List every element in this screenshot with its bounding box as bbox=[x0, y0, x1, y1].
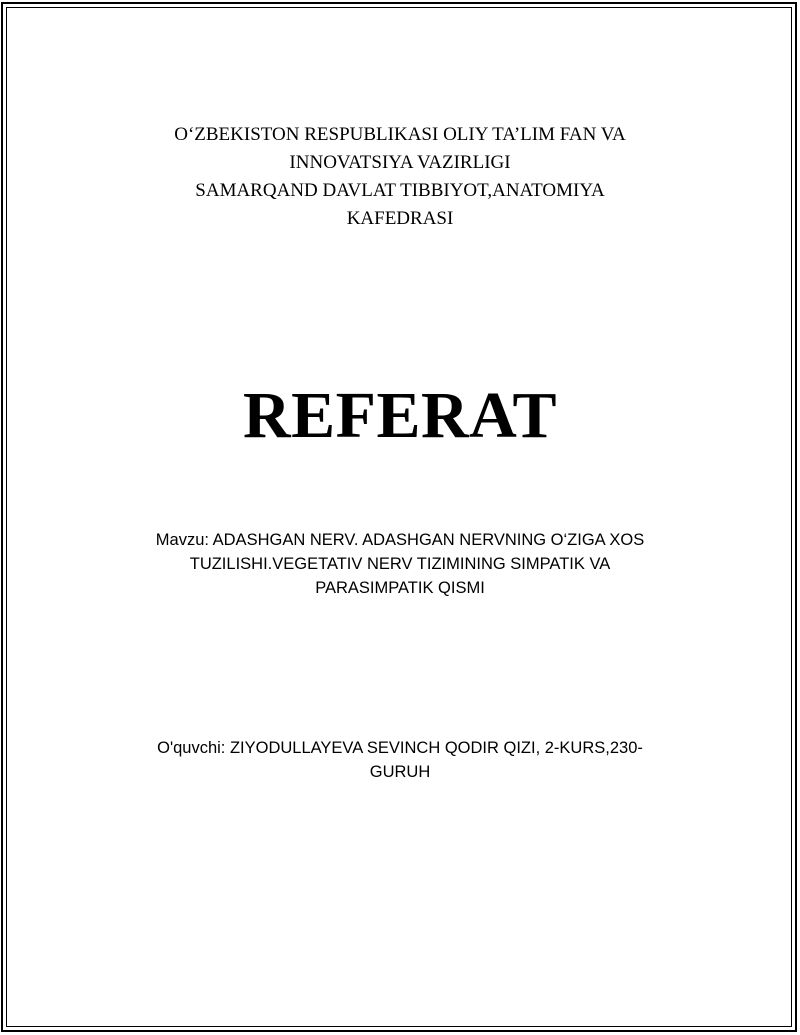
document-title: REFERAT bbox=[243, 379, 557, 452]
student-line: GURUH bbox=[369, 763, 431, 781]
student-line: O'quvchi: ZIYODULLAYEVA SEVINCH QODIR QIZI, 2-KURS,230- bbox=[157, 739, 643, 757]
header-line: O‘ZBEKISTON RESPUBLIKASI OLIY TA’LIM FAN VA bbox=[174, 124, 626, 145]
header-line: INNOVATSIYA VAZIRLIGI bbox=[289, 152, 511, 173]
header-line: SAMARQAND DAVLAT TIBBIYOT,ANATOMIYA bbox=[195, 180, 605, 201]
header-line: KAFEDRASI bbox=[346, 208, 454, 229]
topic-line: TUZILISHI.VEGETATIV NERV TIZIMINING SIMPATIK VA bbox=[189, 555, 611, 573]
topic-line: PARASIMPATIK QISMI bbox=[315, 579, 485, 597]
institution-header bbox=[0, 121, 800, 233]
topic-block bbox=[0, 528, 800, 600]
student-block bbox=[0, 736, 800, 784]
topic-line: Mavzu: ADASHGAN NERV. ADASHGAN NERVNING O‘ZIGA XOS bbox=[155, 531, 645, 549]
